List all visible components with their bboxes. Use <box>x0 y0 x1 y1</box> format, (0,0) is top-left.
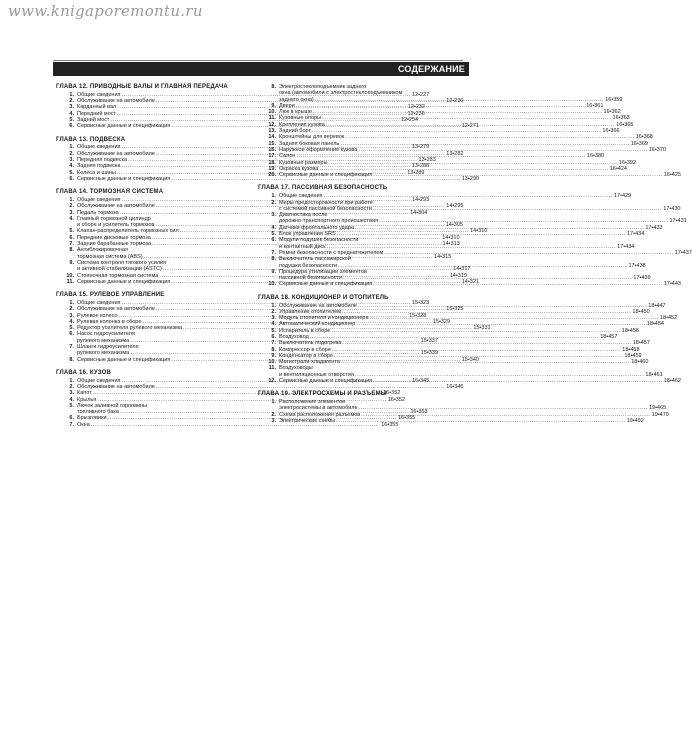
entry-number: 9. <box>271 102 276 109</box>
entry-text: Обслуживание на автомобиле <box>77 383 155 390</box>
entry-text: Салон <box>279 153 296 160</box>
entry-text: Компрессор в сборе <box>279 346 331 353</box>
entry-number: 4. <box>69 215 74 222</box>
entry-text: Сервисные данные и спецификация <box>77 123 171 130</box>
entry-page: 18•456 <box>621 327 639 334</box>
entry-text: Общие сведения <box>77 377 121 384</box>
entry-text: Сервисные данные и спецификация <box>279 172 373 179</box>
entry-text: Передний мост <box>77 110 117 117</box>
entry-body <box>279 209 687 225</box>
entry-number: 1. <box>271 399 276 406</box>
entry-body <box>279 269 651 282</box>
site-watermark: www.knigaporemontu.ru <box>8 2 203 20</box>
entry-text: Обслуживание на автомобиле <box>77 150 155 157</box>
entry-page: 15•331 <box>473 325 491 332</box>
entry-number: 8. <box>69 356 74 363</box>
entry-page: 12•236 <box>407 110 425 117</box>
entry-number: 6. <box>271 333 276 340</box>
entry-text: Ремни безопасности с преднатяжителем <box>279 249 384 256</box>
entry-body <box>279 396 667 412</box>
entry-number: 4. <box>69 110 74 117</box>
entry-number: 1. <box>69 91 74 98</box>
entry-text: Двери <box>279 102 295 109</box>
entry-number: 11. <box>268 365 276 372</box>
entry-page: 17•429 <box>613 193 632 200</box>
chapter-title: ГЛАВА 13. ПОДВЕСКА <box>56 136 126 143</box>
entry-text: Выключатель подогрева <box>279 340 342 347</box>
chapter-title: ГЛАВА 17. ПАССИВНАЯ БЕЗОПАСНОСТЬ <box>258 185 388 192</box>
entry-text: топливного бака <box>77 409 119 416</box>
entry-text: Электростеклоподъемник заднего <box>279 84 367 90</box>
entry-number: 2. <box>69 383 74 390</box>
entry-text: Брызговики <box>77 415 107 422</box>
entry-page: 19•470 <box>651 411 669 418</box>
entry-text: Расположение элементов <box>279 399 346 406</box>
entry-text: Сервисные данные и спецификация <box>77 356 171 363</box>
entry-page: 15•323 <box>411 299 430 306</box>
entry-page: 16•366 <box>602 128 620 135</box>
entry-page: 16•365 <box>616 121 634 128</box>
entry-text: Передняя подвеска <box>77 156 128 163</box>
entry-page: 17•437 <box>674 249 692 256</box>
entry-text: Стояночная тормозная система <box>77 272 159 279</box>
entry-text: Главный тормозной цилиндр <box>77 215 151 222</box>
toc-entry[interactable] <box>258 365 663 378</box>
entry-text: Капот <box>77 390 92 397</box>
top-rule <box>53 60 463 61</box>
entry-page: 17•430 <box>663 205 681 212</box>
entry-page: 18•457 <box>600 333 618 340</box>
entry-page: 15•339 <box>420 350 438 357</box>
entry-number: 20. <box>268 172 276 179</box>
entry-text: Сервисные данные и спецификация <box>77 175 171 182</box>
entry-number: 5. <box>69 402 74 409</box>
entry-page: 14•304 <box>410 209 428 216</box>
entry-page: 13•288 <box>411 163 430 170</box>
entry-text: Передние дисковые тормоза <box>77 234 151 241</box>
entry-number: 2. <box>271 308 276 315</box>
entry-page: 14•305 <box>445 222 463 229</box>
entry-body <box>279 253 646 269</box>
entry-page: 13•289 <box>407 169 425 176</box>
entry-page: 18•450 <box>632 308 650 315</box>
entry-page: 12•232 <box>407 104 425 111</box>
entry-page: 18•459 <box>624 352 642 359</box>
entry-number: 10. <box>66 272 74 279</box>
entry-page: 12•230 <box>446 98 464 105</box>
entry-text: с системой пассивной безопасности <box>279 205 372 212</box>
entry-text: Датчики фронтального удара <box>279 224 354 231</box>
chapter-title: ГЛАВА 18. КОНДИЦИОНЕР И ОТОПИТЕЛЬ <box>258 294 389 301</box>
entry-number: 6. <box>69 234 74 241</box>
entry-text: Задние барабанные тормоза <box>77 241 152 248</box>
entry-page: 16•368 <box>635 134 653 141</box>
entry-number: 18. <box>268 159 276 166</box>
chapter-title: ГЛАВА 14. ТОРМОЗНАЯ СИСТЕМА <box>56 189 164 196</box>
entry-number: 17. <box>268 153 276 160</box>
entry-text: Диагностика после <box>279 212 328 219</box>
chapter-title: ГЛАВА 15. РУЛЕВОЕ УПРАВЛЕНИЕ <box>56 292 165 299</box>
entry-page: 16•362 <box>603 109 621 116</box>
entry-text: Задний борт <box>279 128 311 135</box>
chapter-title: ГЛАВА 12. ПРИВОДНЫЕ ВАЛЫ И ГЛАВНАЯ ПЕРЕДАЧА <box>56 84 228 90</box>
entry-number: 3. <box>271 315 276 322</box>
entry-number: 1. <box>271 302 276 309</box>
entry-text: Насос гидроусилителя <box>77 331 135 338</box>
entry-number: 12. <box>268 121 276 128</box>
entry-page: 15•337 <box>420 337 438 344</box>
entry-text: Выключатель пассажирской <box>279 256 351 263</box>
entry-number: 10. <box>268 281 276 288</box>
entry-text: Общие сведения <box>77 196 121 203</box>
entry-text: Шланги гидроусилителя <box>77 343 139 350</box>
entry-text: тормозная система (ABS) <box>77 253 143 260</box>
entry-text: Обслуживание на автомобиле <box>77 203 155 210</box>
entry-text: Карданный вал <box>77 104 117 111</box>
entry-page: 12•227 <box>411 91 430 98</box>
entry-number: 5. <box>69 325 74 332</box>
entry-text: Схема расположения разъемов <box>279 411 361 418</box>
entry-text: рулевого механизма <box>77 337 130 344</box>
entry-number: 3. <box>69 312 74 319</box>
entry-number: 10. <box>268 359 276 366</box>
entry-number: 4. <box>271 321 276 328</box>
entry-body <box>279 418 644 424</box>
entry-page: 14•319 <box>449 272 467 279</box>
entry-number: 7. <box>69 343 74 350</box>
entry-number: 1. <box>69 377 74 384</box>
entry-page: 18•461 <box>645 371 663 378</box>
entry-page: 19•492 <box>626 418 644 425</box>
toc-entry[interactable] <box>258 209 687 225</box>
entry-number: 8. <box>271 346 276 353</box>
entry-page: 16•363 <box>612 115 630 122</box>
entry-page: 17•439 <box>633 275 651 282</box>
entry-page: 13•283 <box>418 156 436 163</box>
entry-number: 19. <box>268 165 276 172</box>
toc-entry[interactable] <box>258 378 681 385</box>
entry-page: 13•282 <box>446 150 464 157</box>
entry-page: 16•355 <box>397 415 416 422</box>
entry-text: Управление отопителем <box>279 308 341 315</box>
chapter-title: ГЛАВА 19. ЭЛЕКТРОСХЕМЫ И РАЗЪЕМЫ <box>258 391 387 398</box>
entry-page: 18•457 <box>632 340 650 347</box>
entry-text: пассивной безопасности <box>279 275 342 282</box>
entry-number: 11. <box>268 115 276 122</box>
entry-text: и активной стабилизации (ASTC) <box>77 266 162 273</box>
entry-text: заднего окна) <box>279 96 314 103</box>
entry-text: и вентиляционные отверстия <box>279 371 354 378</box>
entry-page: 16•424 <box>609 165 627 172</box>
entry-page: 16•380 <box>586 153 605 160</box>
entry-text: дорожно-транспортного происшествия <box>279 218 379 225</box>
entry-page: 16•425 <box>663 172 681 179</box>
entry-text: Испаритель в сборе <box>279 327 331 334</box>
entry-page: 14•321 <box>461 278 479 285</box>
entry-text: Кузовные опоры <box>279 115 322 122</box>
entry-page: 16•346 <box>446 383 464 390</box>
entry-page: 16•392 <box>618 159 637 166</box>
entry-page: 16•355 <box>381 421 399 428</box>
entry-page: 13•279 <box>411 144 430 151</box>
entry-text: Окна <box>77 421 90 428</box>
entry-number: 5. <box>69 169 74 176</box>
entry-number: 15. <box>268 140 276 147</box>
entry-number: 9. <box>271 352 276 359</box>
entry-text: Модули подушек безопасности <box>279 237 359 244</box>
entry-number: 7. <box>69 241 74 248</box>
entry-text: Обслуживание на автомобиле <box>77 98 155 105</box>
entry-page: 17•433 <box>645 224 663 231</box>
entry-page: 12•254 <box>400 116 419 123</box>
toc-entry[interactable] <box>258 396 667 412</box>
entry-page: 17•434 <box>617 243 635 250</box>
entry-number: 2. <box>271 411 276 418</box>
entry-number: 5. <box>271 327 276 334</box>
entry-number: 2. <box>69 203 74 210</box>
entry-page: 14•293 <box>411 196 430 203</box>
entry-text: Сервисные данные и спецификация <box>279 281 373 288</box>
entry-page: 12•271 <box>461 123 479 130</box>
entry-text: и сборе и усилитель тормозов <box>77 222 155 229</box>
entry-text: Обслуживание на автомобиле <box>279 302 357 309</box>
entry-page: 16•352 <box>387 396 405 403</box>
entry-page: 18•447 <box>648 302 666 309</box>
entry-page: 17•434 <box>627 231 645 238</box>
dot-leader <box>373 169 662 178</box>
entry-number: 5. <box>271 231 276 238</box>
entry-number: 1. <box>69 299 74 306</box>
entry-text: Антиблокировочная <box>77 247 128 254</box>
entry-number: 3. <box>271 418 276 425</box>
entry-number: 4. <box>69 163 74 170</box>
entry-text: Крылья <box>77 396 97 403</box>
entry-number: 11. <box>66 278 74 285</box>
entry-line <box>279 378 681 384</box>
entry-page: 15•328 <box>409 312 427 319</box>
entry-text: Задний мост <box>77 116 110 123</box>
entry-text: Рулевая колонка в сборе <box>77 318 142 325</box>
entry-number: 8. <box>69 247 74 254</box>
entry-page: 14•295 <box>446 203 464 210</box>
entry-number: 3. <box>69 156 74 163</box>
entry-number: 13. <box>268 128 276 135</box>
entry-page: 14•313 <box>442 241 460 248</box>
entry-page: 14•315 <box>434 253 452 260</box>
entry-text: Модуль отопителя и кондиционера <box>279 315 369 322</box>
entry-page: 15•340 <box>461 356 479 363</box>
entry-text: электросистемы в автомобиле <box>279 405 358 412</box>
entry-text: Колеса и шины <box>77 169 116 176</box>
entry-page: 17•431 <box>669 218 687 225</box>
entry-text: Конденсатор в сборе <box>279 352 333 359</box>
dot-leader <box>373 378 662 384</box>
entry-text: Автоматический кондиционер <box>279 321 356 328</box>
entry-number: 3. <box>69 104 74 111</box>
entry-text: Воздуховод <box>279 333 309 340</box>
entry-number: 2. <box>69 150 74 157</box>
entry-text: окна (автомобили с электростеклоподъемником <box>279 90 403 97</box>
entry-page: 15•329 <box>432 318 451 325</box>
entry-number: 3. <box>271 212 276 219</box>
entry-page: 16•369 <box>630 140 648 147</box>
entry-text: Лючок заливной горловины <box>77 402 148 409</box>
entry-text: Задняя боковая панель <box>279 140 340 147</box>
entry-text: Меры предосторожности при работе <box>279 199 373 206</box>
entry-body <box>279 365 663 378</box>
entry-number: 2. <box>69 306 74 313</box>
entry-page: 16•352 <box>383 390 401 397</box>
entry-page: 17•438 <box>628 262 646 269</box>
entry-text: Кронштейны для веревок <box>279 134 345 141</box>
entry-page: 18•454 <box>646 321 664 328</box>
entry-page: 18•462 <box>663 378 681 385</box>
entry-page: 14•310 <box>470 228 488 235</box>
entry-text: Общие сведения <box>77 91 121 98</box>
entry-text: Общие сведения <box>77 144 121 151</box>
entry-number: 4. <box>271 224 276 231</box>
entry-page: 15•325 <box>446 306 464 313</box>
entry-page: 16•359 <box>605 96 623 103</box>
entry-body <box>279 84 622 103</box>
chapter-title: ГЛАВА 16. КУЗОВ <box>56 369 112 376</box>
entry-number: 8. <box>271 256 276 263</box>
entry-page: 18•460 <box>631 359 649 366</box>
entry-number: 6. <box>69 175 74 182</box>
entry-text: Обслуживание на автомобиле <box>77 306 155 313</box>
entry-text: рулевого механизма <box>77 350 130 357</box>
entry-text: Блок управления SRS <box>279 231 336 238</box>
entry-number: 2. <box>69 98 74 105</box>
entry-text: Редуктор усилителя рулевого механизма <box>77 325 182 332</box>
entry-page: 16•370 <box>648 146 666 153</box>
entry-text: Сервисные данные и спецификация <box>279 378 373 385</box>
entry-body <box>279 200 680 213</box>
entry-text: Общие сведения <box>77 299 121 306</box>
entry-number: 14. <box>268 134 276 141</box>
entry-number: 7. <box>271 249 276 256</box>
entry-number: 6. <box>69 331 74 338</box>
entry-text: Сервисные данные и спецификация <box>77 278 171 285</box>
entry-number: 4. <box>69 396 74 403</box>
entry-number: 9. <box>69 259 74 266</box>
entry-text: Общие сведения <box>279 193 323 200</box>
entry-page: 16•353 <box>410 409 428 416</box>
entry-number: 2. <box>271 199 276 206</box>
entry-text: Рулевое колесо <box>77 312 118 319</box>
entry-page: 16•345 <box>411 377 430 384</box>
entry-text: и контактный диск <box>279 243 326 250</box>
entry-number: 12. <box>268 378 276 385</box>
entry-page: 17•443 <box>663 281 681 288</box>
dot-leader <box>336 418 625 424</box>
entry-page: 18•458 <box>622 346 640 353</box>
entry-page: 19•465 <box>649 405 667 412</box>
entry-text: Задняя подвеска <box>77 163 121 170</box>
entry-number: 4. <box>69 318 74 325</box>
entry-text: Крепления кузова <box>279 121 325 128</box>
entry-page: 18•452 <box>659 315 678 322</box>
entry-line <box>279 418 644 424</box>
entry-text: Электрические схемы <box>279 418 336 425</box>
entry-number: 6. <box>69 123 74 130</box>
entry-number: 10. <box>268 109 276 116</box>
entry-text: Наружное оформление кузова <box>279 146 358 153</box>
entry-text: Люк в крыше <box>279 109 313 116</box>
entry-number: 6. <box>69 415 74 422</box>
entry-number: 5. <box>69 228 74 235</box>
entry-page: 14•310 <box>442 234 460 241</box>
entry-text: подушки безопасности <box>279 262 338 269</box>
entry-text: Клапан-распределитель тормозных сил <box>77 228 179 235</box>
entry-number: 8. <box>271 84 276 90</box>
entry-text: Окраска кузова <box>279 165 319 172</box>
entry-number: 1. <box>69 144 74 151</box>
entry-body <box>279 378 681 384</box>
entry-number: 9. <box>271 268 276 275</box>
entry-text: Кузовные размеры <box>279 159 328 166</box>
entry-number: 7. <box>69 421 74 428</box>
entry-number: 1. <box>271 193 276 200</box>
entry-number: 3. <box>69 209 74 216</box>
entry-page: 14•317 <box>453 266 471 273</box>
entry-text: Педаль тормоза <box>77 209 119 216</box>
entry-number: 3. <box>69 390 74 397</box>
entry-page: 13•290 <box>461 175 479 182</box>
entry-text: Процедура утилизации элементов <box>279 268 367 275</box>
entry-number: 1. <box>69 196 74 203</box>
entry-number: 6. <box>271 237 276 244</box>
entry-page: 16•361 <box>586 102 604 109</box>
entry-number: 5. <box>69 116 74 123</box>
entry-text: Система контроля тягового усилия <box>77 259 167 266</box>
entry-text: Магистрали хладагента <box>279 359 340 366</box>
entry-number: 16. <box>268 146 276 153</box>
entry-text: Воздуховоды <box>279 365 313 372</box>
entry-number: 7. <box>271 340 276 347</box>
page-title: СОДЕРЖАНИЕ <box>53 62 469 76</box>
toc-entry[interactable] <box>258 253 646 269</box>
